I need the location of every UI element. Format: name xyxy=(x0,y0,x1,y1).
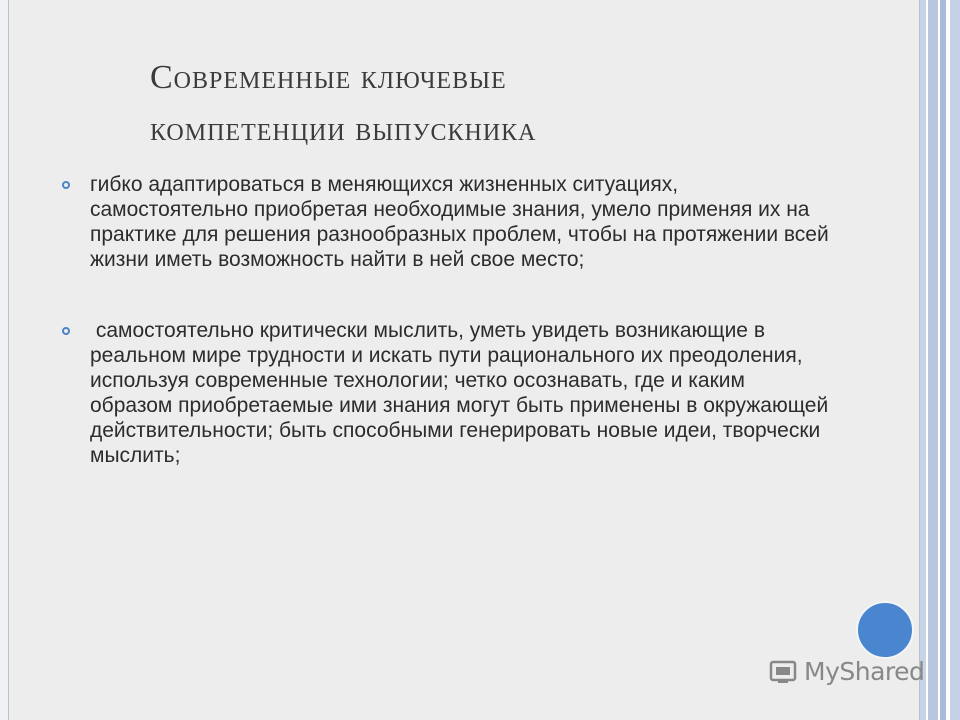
myshared-watermark xyxy=(768,656,924,686)
bullet-circle-icon xyxy=(62,181,70,189)
bullet-list xyxy=(62,172,835,514)
mortarboard-icon xyxy=(768,656,798,686)
watermark-text: MyShared xyxy=(804,656,925,686)
bullet-text: гибко адаптироваться в меняющихся жизненных ситуациях, самостоятельно приобретая необходимые знания, умело применяя их на практике для решения разнообразных проблем, чтобы на протяжении всей жизни иметь возможность найти в ней свое место; xyxy=(90,173,835,271)
bullet-item xyxy=(62,172,835,272)
decorative-circle xyxy=(856,601,914,659)
slide-title-line-1: Современные ключевые xyxy=(150,59,507,96)
slide-title-line-2: компетенции выпускника xyxy=(150,111,537,148)
bullet-circle-icon xyxy=(62,327,70,335)
bullet-text: самостоятельно критически мыслить, уметь увидеть возникающие в реальном мире трудности и искать пути рационального их преодоления, используя современные технологии; четко осознавать, где и каким образом приобретаемые ими знания могут быть применены в окружающей действительности; быть способными генерировать новые идеи, творчески мыслить; xyxy=(90,319,835,467)
slide-title xyxy=(150,52,790,156)
bullet-item xyxy=(62,318,835,468)
right-decorative-band xyxy=(920,0,960,720)
